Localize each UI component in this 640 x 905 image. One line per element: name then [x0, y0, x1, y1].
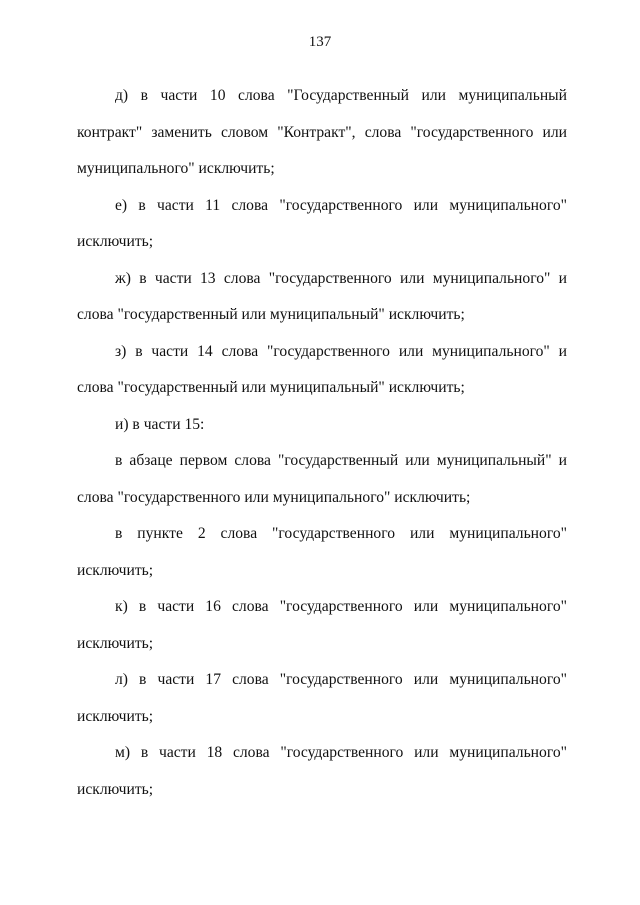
paragraph-k [77, 589, 567, 662]
paragraph-l [77, 662, 567, 735]
paragraph-i-abzac [77, 443, 567, 516]
paragraph-line: к) в части 16 слова "государственного или муниципального" [115, 598, 567, 615]
paragraph-d [77, 78, 567, 188]
paragraph-line: муниципального" исключить; [77, 160, 275, 177]
paragraph-line: исключить; [77, 634, 154, 652]
paragraph-line: д) в части 10 слова "Государственный или муниципальный [115, 87, 567, 104]
paragraph-line: исключить; [77, 780, 154, 798]
paragraph-line: слова "государственного или муниципального" исключить; [77, 488, 471, 506]
paragraph-line: м) в части 18 слова "государственного или муниципального" [115, 744, 567, 761]
paragraph-line: з) в части 14 слова "государственного или муниципального" и [115, 342, 567, 360]
paragraph-line: контракт" заменить словом "Контракт", слова "государственного или [77, 123, 567, 141]
paragraph-i [77, 407, 567, 444]
paragraph-line: слова "государственный или муниципальный" исключить; [77, 379, 465, 396]
paragraph-line: и) в части 15: [115, 415, 205, 433]
paragraph-m [77, 735, 567, 808]
paragraph-i-punkt2 [77, 516, 567, 589]
paragraph-z [77, 334, 567, 407]
paragraph-line: исключить; [77, 233, 154, 250]
paragraph-line: в пункте 2 слова "государственного или муниципального" [115, 525, 567, 542]
paragraph-line: исключить; [77, 561, 154, 579]
paragraph-line: слова "государственный или муниципальный" исключить; [77, 306, 465, 323]
paragraph-line: исключить; [77, 707, 154, 725]
paragraph-line: в абзаце первом слова "государственный или муниципальный" и [115, 452, 567, 469]
paragraph-line: ж) в части 13 слова "государственного или муниципального" и [115, 269, 567, 287]
document-body [77, 78, 567, 808]
paragraph-e [77, 188, 567, 261]
page-number: 137 [308, 34, 332, 50]
paragraph-line: е) в части 11 слова "государственного или муниципального" [115, 196, 567, 214]
paragraph-line: л) в части 17 слова "государственного или муниципального" [115, 671, 567, 688]
paragraph-zh [77, 261, 567, 334]
